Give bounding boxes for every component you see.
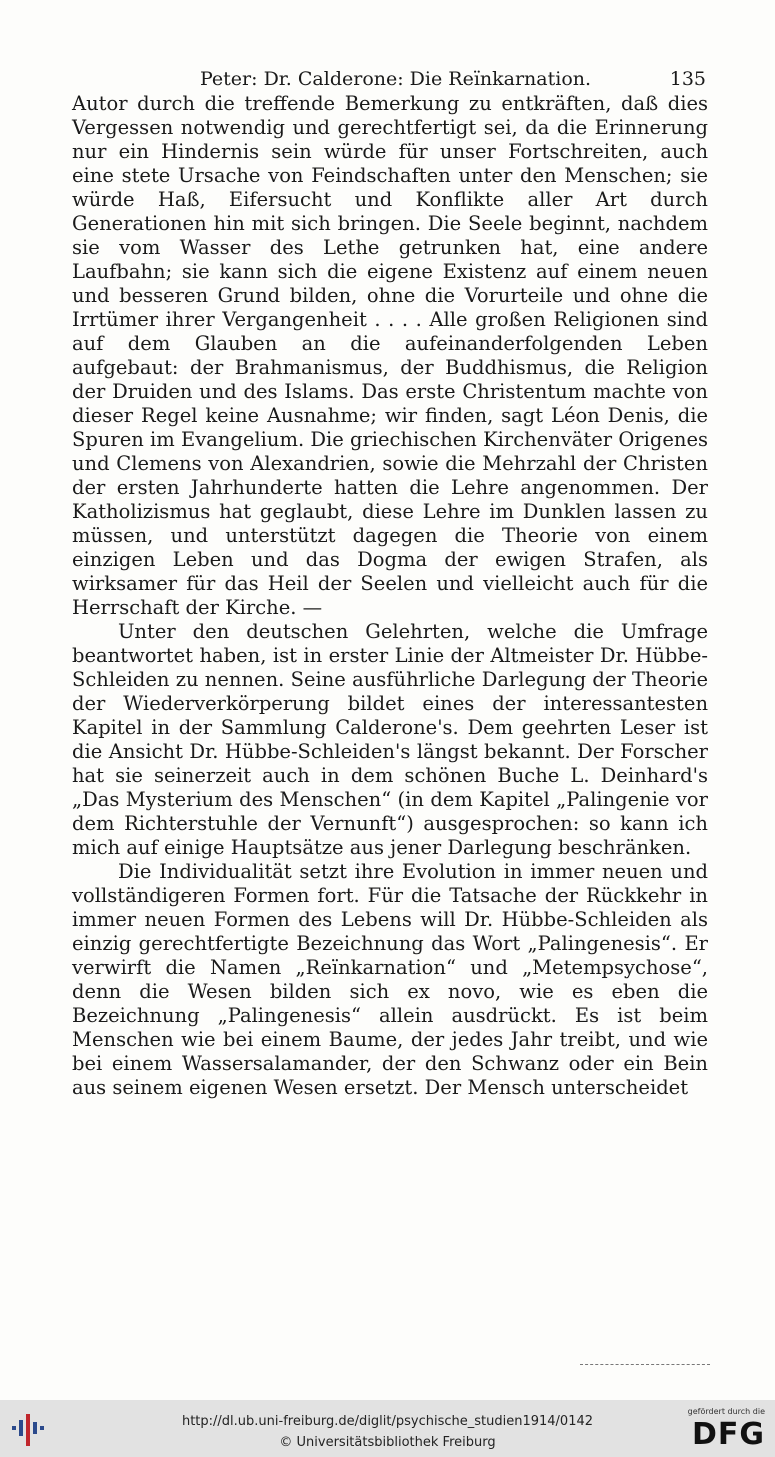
paragraph: Unter den deutschen Gelehrten, welche die Umfrage beantwortet haben, ist in erster Linie der Altmeister Dr. Hübbe-Schleiden zu nennen. Seine ausführliche Darlegung der Theorie der Wiederverkörperung bildet eines der interessantesten Kapitel in der Sammlung Calderone's. Dem geehrten Leser ist die Ansicht Dr. Hübbe-Schleiden's längst bekannt. Der Forscher hat sie seinerzeit auch in dem schönen Buche L. Deinhard's „Das Mysterium des Menschen“ (in dem Kapitel „Palingenie vor dem Richterstuhle der Vernunft“) ausgesprochen: so kann ich mich auf einige Hauptsätze aus jener Darlegung beschränken. <box>72 620 708 859</box>
running-head-title: Peter: Dr. Calderone: Die Reïnkarnation. <box>200 68 592 90</box>
copyright-notice: © Universitätsbibliothek Freiburg <box>279 1435 496 1450</box>
running-head <box>72 66 708 92</box>
page-content <box>72 66 708 1100</box>
end-rule <box>580 1364 710 1365</box>
paragraph: Autor durch die treffende Bemerkung zu entkräften, daß dies Vergessen notwendig und gerechtfertigt sei, da die Erinnerung nur ein Hindernis sein würde für unser Fortschreiten, auch eine stete Ursache von Feindschaften unter den Menschen; sie würde Haß, Eifersucht und Konflikte aller Art durch Generationen hin mit sich bringen. Die Seele beginnt, nachdem sie vom Wasser des Lethe getrunken hat, eine andere Laufbahn; sie kann sich die eigene Existenz auf einem neuen und besseren Grund bilden, ohne die Vorurteile und ohne die Irrtümer ihrer Vergangenheit . . . . Alle großen Religionen sind auf dem Glauben an die aufeinanderfolgenden Leben aufgebaut: der Brahmanismus, der Buddhismus, die Religion der Druiden und des Islams. Das erste Christentum machte von dieser Regel keine Ausnahme; wir finden, sagt Léon Denis, die Spuren im Evangelium. Die griechischen Kirchenväter Origenes und Clemens von Alexandrien, sowie die Mehrzahl der Christen der ersten Jahrhunderte hatten die Lehre angenommen. Der Katholizismus hat geglaubt, diese Lehre im Dunklen lassen zu müssen, und unterstützt dagegen die Theorie von einem einzigen Leben und das Dogma der ewigen Strafen, als wirksamer für das Heil der Seelen und vielleicht auch für die Herrschaft der Kirche. — <box>72 92 708 619</box>
source-url-link[interactable]: http://dl.ub.uni-freiburg.de/diglit/psychische_studien1914/0142 <box>181 1414 594 1429</box>
page-number: 135 <box>669 68 706 90</box>
footer-bar <box>0 1400 775 1457</box>
body-text <box>72 92 708 1100</box>
dfg-funding-note: gefördert durch die <box>687 1407 765 1416</box>
paragraph: Die Individualität setzt ihre Evolution in immer neuen und vollständigeren Formen fort. Für die Tatsache der Rückkehr in immer neuen Formen des Lebens will Dr. Hübbe-Schleiden als einzig gerechtfertigte Bezeichnung das Wort „Palingenesis“. Er verwirft die Namen „Reïnkarnation“ und „Metempsychose“, denn die Wesen bilden sich ex novo, wie es eben die Bezeichnung „Palingenesis“ allein ausdrückt. Es ist beim Menschen wie bei einem Baume, der jedes Jahr treibt, und wie bei einem Wassersalamander, der den Schwanz oder ein Bein aus seinem eigenen Wesen ersetzt. Der Mensch unterscheidet <box>72 860 708 1099</box>
dfg-logo: DFG <box>691 1417 765 1452</box>
